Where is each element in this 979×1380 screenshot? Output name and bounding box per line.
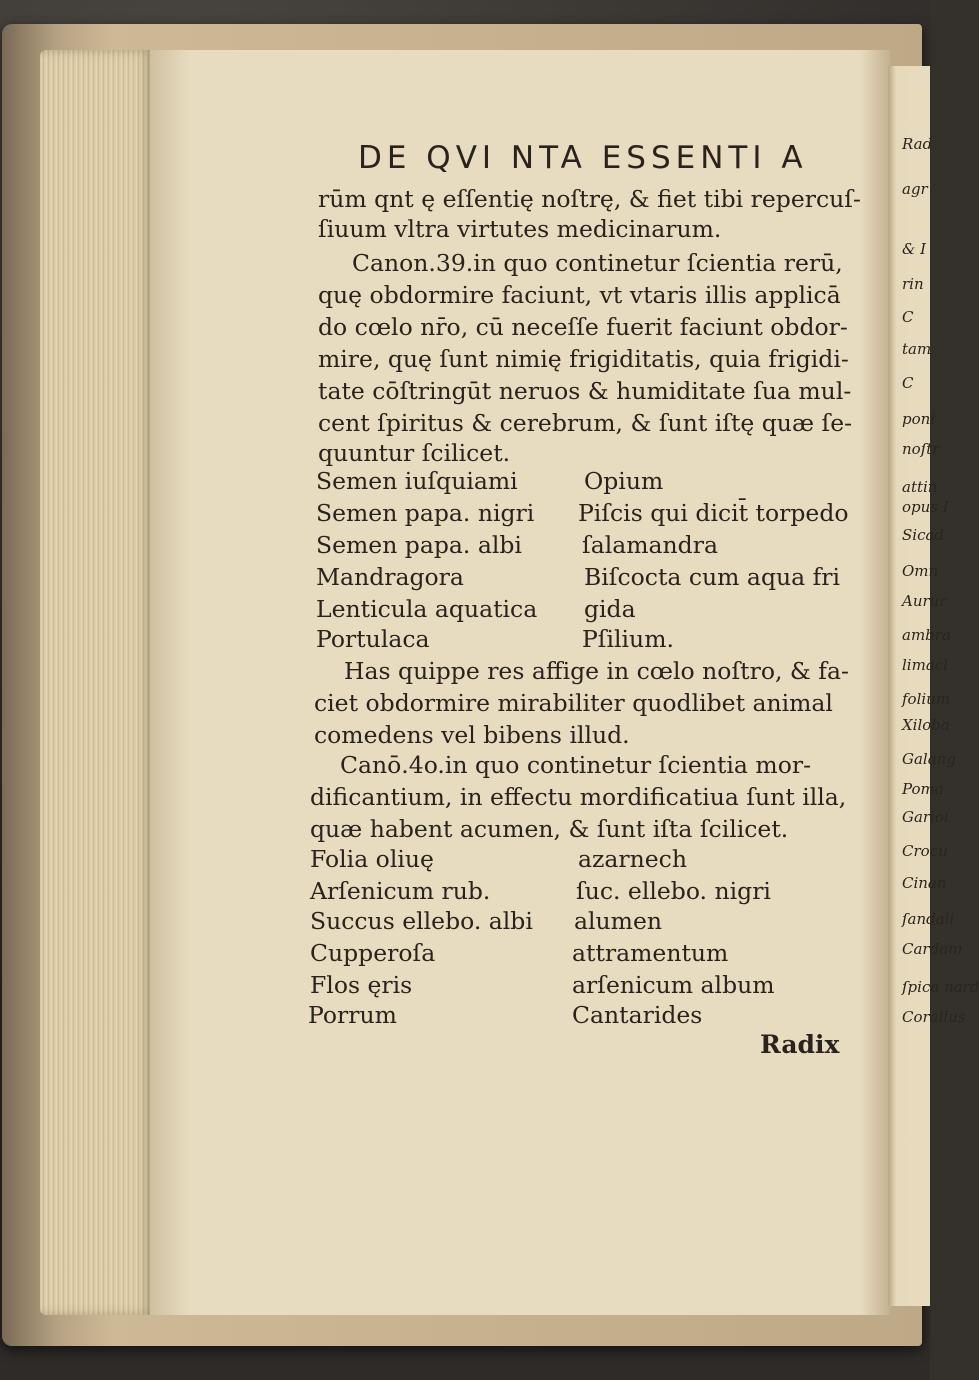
text-line: dificantium, in effectu mordificatiua ſunt illa, bbox=[310, 783, 847, 811]
facing-page-fragment: agr bbox=[902, 180, 928, 198]
list-item: ſalamandra bbox=[582, 531, 718, 559]
text-line: rūm qnt ę eſſentię noſtrę, & fiet tibi repercuſ- bbox=[318, 185, 861, 213]
list-item: Opium bbox=[584, 467, 664, 495]
list-item: Flos ęris bbox=[310, 971, 413, 999]
text-line: quuntur ſcilicet. bbox=[318, 439, 511, 467]
list-item: azarnech bbox=[578, 845, 687, 873]
text-line: cent ſpiritus & cerebrum, & ſunt iſtę quæ ſe- bbox=[318, 409, 853, 437]
facing-page-fragment: C bbox=[902, 308, 914, 326]
list-item: arſenicum album bbox=[572, 971, 775, 999]
facing-page-fragment: Cardam bbox=[902, 940, 963, 958]
list-item: attramentum bbox=[572, 939, 729, 967]
list-item: Portulaca bbox=[316, 625, 430, 653]
facing-page-fragment: Crocu bbox=[902, 842, 948, 860]
list-item: Arſenicum rub. bbox=[310, 877, 491, 905]
text-line: Canon.39.in quo continetur ſcientia rerū, bbox=[352, 249, 843, 277]
text-line: comedens vel bibens illud. bbox=[314, 721, 630, 749]
list-item: Semen papa. nigri bbox=[316, 499, 535, 527]
list-item: Lenticula aquatica bbox=[316, 595, 538, 623]
text-line: tate cōſtringūt neruos & humiditate ſua mul- bbox=[318, 377, 852, 405]
facing-page-fragment: limacl bbox=[902, 656, 948, 674]
facing-page-fragment: ſandali bbox=[902, 910, 955, 928]
facing-page-fragment: poni bbox=[902, 410, 936, 428]
facing-page-fragment: Xiloba bbox=[902, 716, 950, 734]
text-line: ciet obdormire mirabiliter quodlibet animal bbox=[314, 689, 833, 717]
facing-page-fragment: opus I bbox=[902, 498, 949, 516]
list-item: Porrum bbox=[308, 1001, 397, 1029]
running-head: DE QVI NTA ESSENTI A bbox=[358, 140, 808, 176]
facing-page-fragment: Rad bbox=[902, 135, 933, 153]
list-item: Pſilium. bbox=[582, 625, 674, 653]
facing-page-fragment: rin bbox=[902, 275, 924, 293]
catchword: Radix bbox=[760, 1030, 840, 1059]
list-item: Semen papa. albi bbox=[316, 531, 522, 559]
facing-page-fragment: Aurur bbox=[902, 592, 947, 610]
text-line: quæ habent acumen, & ſunt iſta ſcilicet. bbox=[310, 815, 789, 843]
facing-page-fragment: ſpica nard bbox=[902, 978, 979, 996]
list-item: Mandragora bbox=[316, 563, 464, 591]
facing-page-fragment: folium bbox=[902, 690, 951, 708]
facing-page-fragment: Omn bbox=[902, 562, 939, 580]
list-item: Cantarides bbox=[572, 1001, 703, 1029]
facing-page-fragment: noſtr bbox=[902, 440, 940, 458]
text-line: Has quippe res affige in cœlo noſtro, & fa- bbox=[344, 657, 849, 685]
list-item: Biſcocta cum aqua fri bbox=[584, 563, 841, 591]
list-item: Succus ellebo. albi bbox=[310, 907, 533, 935]
text-line: ſiuum vltra virtutes medicinarum. bbox=[318, 215, 722, 243]
list-item: gida bbox=[584, 595, 636, 623]
facing-page-fragment: & I bbox=[902, 240, 927, 258]
facing-page-fragment: ambra bbox=[902, 626, 951, 644]
facing-page-fragment: Garioi bbox=[902, 808, 949, 826]
list-item: Folia oliuę bbox=[310, 845, 434, 873]
facing-page-fragment: tam bbox=[902, 340, 932, 358]
list-item: Piſcis qui dicit̄ torpedo bbox=[578, 499, 849, 527]
text-line: Canō.4o.in quo continetur ſcientia mor- bbox=[340, 751, 812, 779]
list-item: alumen bbox=[574, 907, 662, 935]
text-line: quę obdormire faciunt, vt vtaris illis applicā bbox=[318, 281, 841, 309]
facing-page-fragment: attin bbox=[902, 478, 938, 496]
facing-page-fragment: Cinan bbox=[902, 874, 947, 892]
facing-page-fragment: Poma bbox=[902, 780, 944, 798]
facing-page-fragment: Galang bbox=[902, 750, 956, 768]
text-line: mire, quę ſunt nimię frigiditatis, quia frigidi- bbox=[318, 345, 849, 373]
list-item: ſuc. ellebo. nigri bbox=[576, 877, 771, 905]
list-item: Semen iuſquiami bbox=[316, 467, 518, 495]
text-line: do cœlo nr̄o, cū neceſſe fuerit faciunt obdor- bbox=[318, 313, 848, 341]
facing-page-fragment: Sicad bbox=[902, 526, 945, 544]
facing-page-fragment: Corallus bbox=[902, 1008, 966, 1026]
list-item: Cupperoſa bbox=[310, 939, 436, 967]
facing-page-fragment: C bbox=[902, 374, 914, 392]
